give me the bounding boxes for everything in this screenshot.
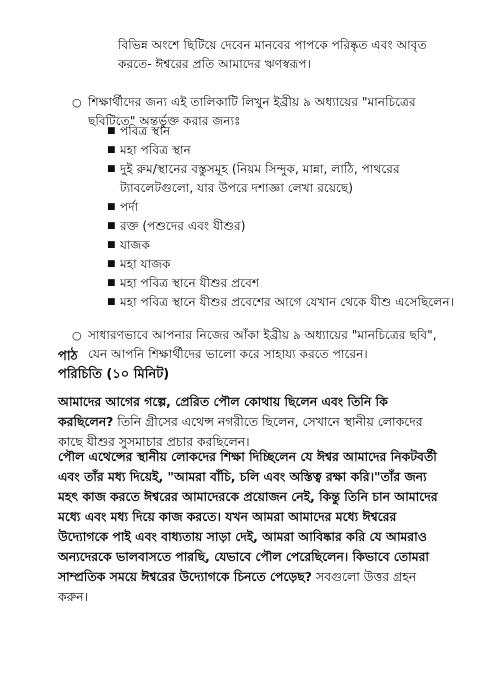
paragraph	[58, 392, 443, 452]
list-item	[72, 326, 453, 364]
sublist-item	[107, 274, 455, 293]
section-heading: পাঠ	[58, 349, 78, 364]
paragraph	[58, 447, 443, 607]
sublist-item-text: মহা পবিত্র স্থানে যীশুর প্রবেশের আগে যেখান থেকে যীশু এসেছিলেন।	[120, 295, 454, 309]
sublist-item-text: যাজক	[120, 238, 150, 252]
sublist-item	[107, 293, 455, 312]
square-bullet-icon: ■	[107, 126, 116, 136]
square-bullet-icon: ■	[107, 164, 116, 174]
sublist-item-text: মহা পবিত্র স্থানে যীশুর প্রবেশ	[120, 276, 260, 290]
square-bullet-icon: ■	[107, 278, 116, 288]
sublist-item	[107, 255, 455, 274]
sublist-item-text: পর্দা	[120, 200, 139, 214]
sublist-item	[107, 198, 455, 217]
list-item-text: শিক্ষার্থীদের জন্য এই তালিকাটি লিখুন ইব্রীয় ৯ অধ্যায়ের "মানচিত্রের ছবিটিতে" অন্তর্ভুক্ত করার জন্যঃ	[88, 95, 416, 128]
paragraph-bold-text: আমাদের আগের গল্পে, প্রেরিত পৌল কোথায় ছিলেন এবং তিনি কি করছিলেন?	[58, 394, 388, 429]
sublist-item-text: পবিত্র স্থান	[120, 124, 171, 138]
square-bullet-icon: ■	[107, 221, 116, 231]
square-bullet-icon: ■	[107, 259, 116, 269]
sublist-item	[107, 217, 455, 236]
square-bullet-icon: ■	[107, 145, 116, 155]
hollow-circle-bullet-icon: ○	[72, 96, 82, 109]
sublist-item	[107, 141, 455, 160]
subsection-heading: পরিচিতি (১০ মিনিট)	[58, 367, 170, 382]
paragraph-text: তিনি গ্রীসের এথেন্স নগরীতে ছিলেন, সেখানে স্থানীয় লোকদের কাছে যীশুর সুসমাচার প্রচার করছিলেন।	[58, 414, 423, 449]
list-item-text: সাধারণভাবে আপনার নিজের আঁকা ইব্রীয় ৯ অধ্যায়ের "মানচিত্রের ছবি", যেন আপনি শিক্ষার্থীদের ভালো করে সাহায্য করতে পারেন।	[88, 328, 437, 361]
paragraph-bold-text: পৌল এথেন্সের স্থানীয় লোকদের শিক্ষা দিচ্ছিলেন যে ঈশ্বর আমাদের নিকটবর্তী এবং তাঁর মধ্য দিয়েই, "আমরা বাঁচি, চলি এবং অস্তিত্ব রক্ষা করি।"তাঁর জন্য মহৎ কাজ করতে ঈশ্বরের আমাদেরকে প্রয়োজন নেই, কিন্তু তিনি চান আমাদের মধ্যে এবং মধ্য দিয়ে কাজ করতে। যখন আমরা আমাদের মধ্যে ঈশ্বরের উদ্যোগকে পাই এবং বাধ্যতায় সাড়া দেই, আমরা আবিষ্কার করি যে আমরাও অন্যদেরকে ভালবাসতে পারছি, যেভাবে পৌল পেরেছিলেন। কিভাবে তোমরা সাম্প্রতিক সময়ে ঈশ্বরের উদ্যোগকে চিনতে পেড়েছ?	[58, 449, 438, 584]
sublist-item	[107, 122, 455, 141]
sublist-item-text: মহা যাজক	[120, 257, 171, 271]
sublist-item-text: রক্ত (পশুদের এবং যীশুর)	[120, 219, 246, 233]
square-bullet-icon: ■	[107, 202, 116, 212]
hollow-circle-bullet-icon: ○	[72, 329, 82, 342]
sublist-item	[107, 160, 455, 198]
intro-continuation: বিভিন্ন অংশে ছিটিয়ে দেবেন মানবের পাপকে পরিষ্কৃত এবং আবৃত করতে- ঈশ্বরের প্রতি আমাদের ঋণস্বরূপ।	[118, 38, 427, 71]
paragraph-text: সবগুলো উত্তর গ্রহন করুন।	[58, 569, 417, 604]
square-bullet-icon: ■	[107, 297, 116, 307]
sublist-item-text: দুই রুম/স্থানের বস্তুসমূহ (নিয়ম সিন্দুক, মান্না, লাঠি, পাথরের ট্যাবলেটগুলো, যার উপরে দশাজ্ঞা লেখা রয়েছে)	[120, 162, 400, 195]
sublist-item	[107, 236, 455, 255]
square-bullet-icon: ■	[107, 240, 116, 250]
sublist-item-text: মহা পবিত্র স্থান	[120, 143, 191, 157]
